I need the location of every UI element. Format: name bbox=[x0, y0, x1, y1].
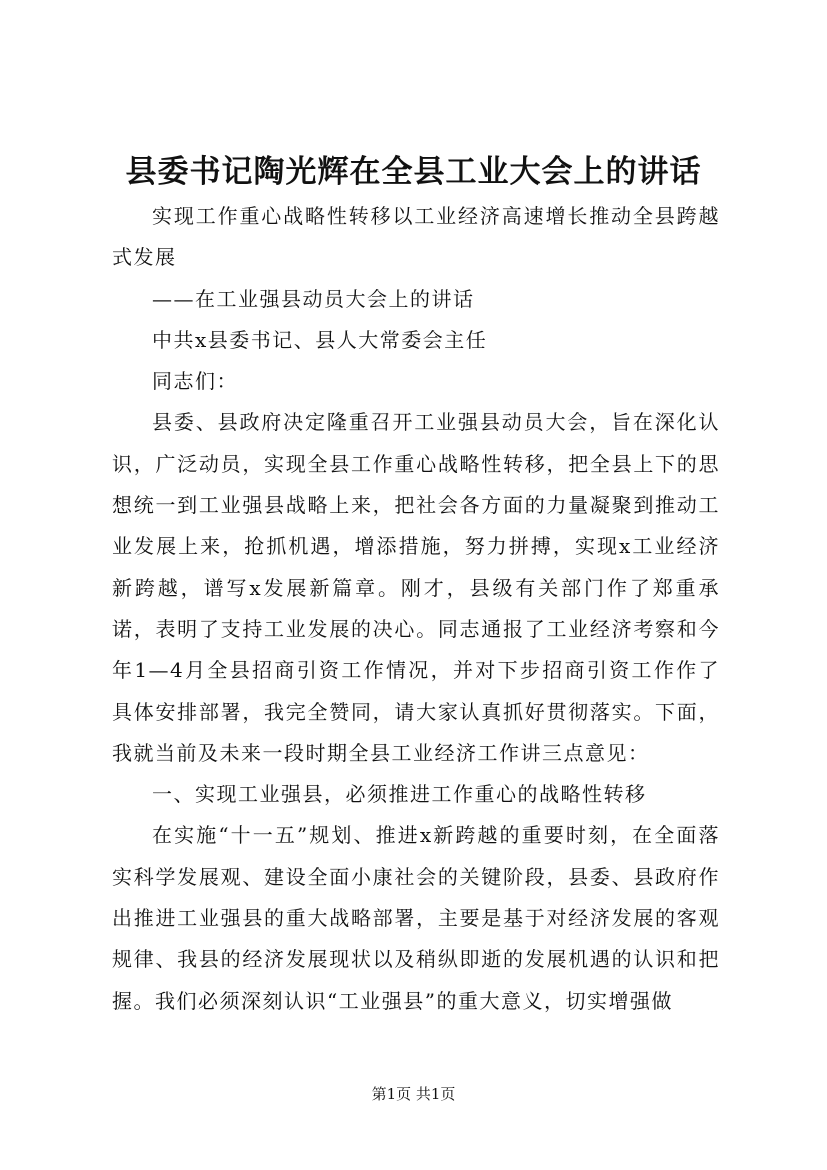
subtitle-paragraph: 实现工作重心战略性转移以工业经济高速增长推动全县跨越式发展 bbox=[112, 204, 720, 270]
document-body bbox=[112, 196, 720, 1022]
body-paragraph: 县委、县政府决定隆重召开工业强县动员大会，旨在深化认识，广泛动员，实现全县工作重心战略性转移，把全县上下的思想统一到工业强县战略上来，把社会各方面的力量凝聚到推动工业发展上来，抢抓机遇，增添措施，努力拼搏，实现x工业经济新跨越，谱写x发展新篇章。刚才，县级有关部门作了郑重承诺，表明了支持工业发展的决心。同志通报了工业经济考察和今年1—4月全县招商引资工作情况，并对下步招商引资工作作了具体安排部署，我完全赞同，请大家认真抓好贯彻落实。下面，我就当前及未来一段时期全县工业经济工作讲三点意见： bbox=[112, 410, 720, 765]
occasion-line: ——在工业强县动员大会上的讲话 bbox=[152, 286, 475, 311]
speaker-line: 中共x县委书记、县人大常委会主任 bbox=[152, 327, 488, 352]
body-paragraph: 在实施“十一五”规划、推进x新跨越的重要时刻，在全面落实科学发展观、建设全面小康社会的关键阶段，县委、县政府作出推进工业强县的重大战略部署，主要是基于对经济发展的客观规律、我县的经济发展现状以及稍纵即逝的发展机遇的认识和把握。我们必须深刻认识“工业强县”的重大意义，切实增强做 bbox=[112, 823, 720, 1013]
page-number: 第1页 共1页 bbox=[371, 1085, 456, 1103]
salutation: 同志们： bbox=[152, 369, 238, 394]
document-title: 县委书记陶光辉在全县工业大会上的讲话 bbox=[125, 154, 702, 190]
section-heading: 一、实现工业强县，必须推进工作重心的战略性转移 bbox=[152, 782, 647, 807]
